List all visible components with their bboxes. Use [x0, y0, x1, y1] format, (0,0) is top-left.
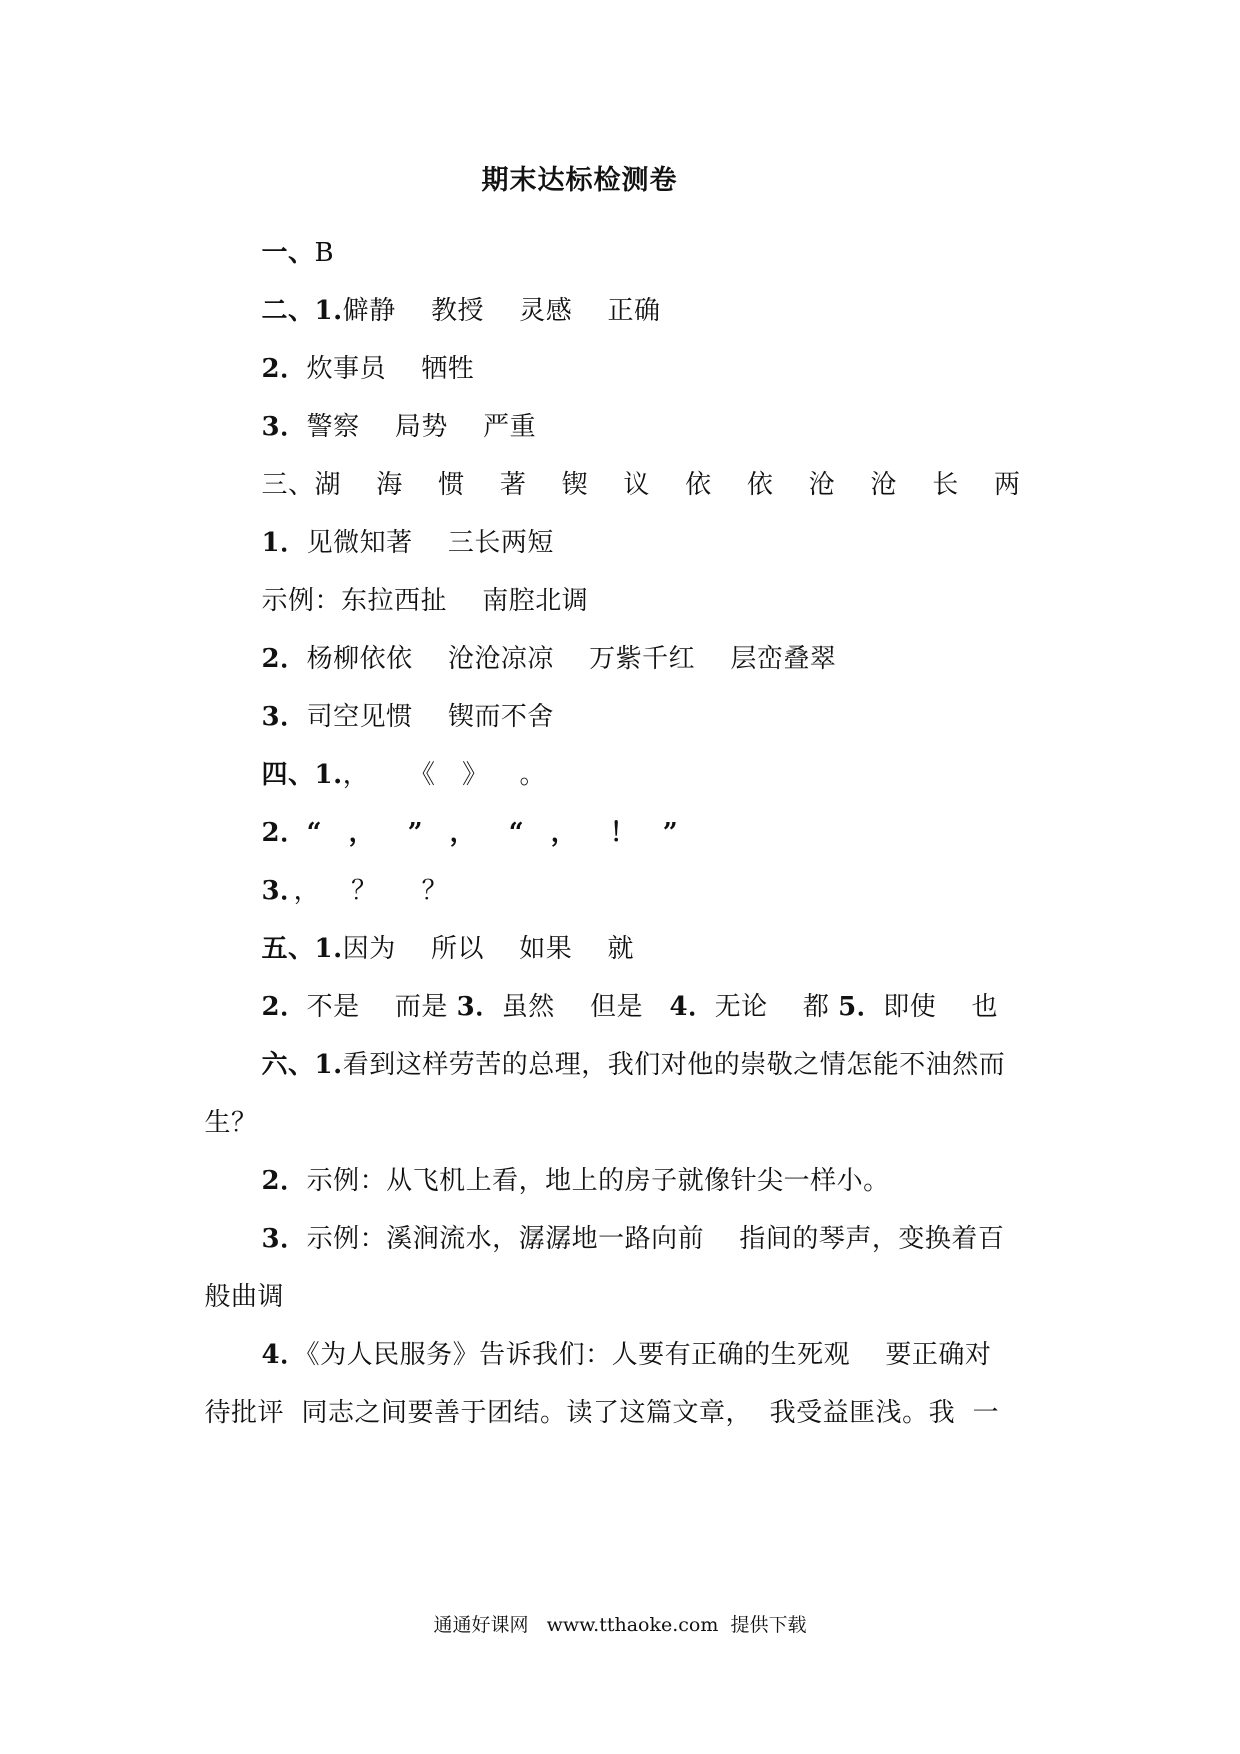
answer-line: 2．炊事员 牺牲	[261, 354, 475, 384]
answer-line: 五、1.因为 所以 如果 就	[261, 934, 634, 964]
answer-line: 2．示例：从飞机上看，地上的房子就像针尖一样小。	[261, 1166, 890, 1196]
answer-line: 1．见微知著 三长两短	[261, 528, 554, 558]
footer-source-note: 通通好课网 www.tthaoke.com 提供下载	[433, 1614, 807, 1636]
answer-line: 3．警察 局势 严重	[261, 412, 537, 442]
answer-line-continued: 般曲调	[204, 1282, 285, 1312]
answer-line-continued: 待批评 同志之间要善于团结。读了这篇文章， 我受益匪浅。我 一	[204, 1398, 1000, 1428]
answer-line: 3．示例：溪涧流水，潺潺地一路向前 指间的琴声，变换着百	[261, 1224, 1005, 1254]
answer-line: 3．， ？ ？	[261, 876, 449, 906]
answer-line: 3．司空见惯 锲而不舍	[261, 702, 554, 732]
answer-line: 2．杨柳依依 沧沧凉凉 万紫千红 层峦叠翠	[261, 644, 837, 674]
answer-line: 示例：东拉西扯 南腔北调	[261, 586, 589, 616]
answer-line: 四、1.， 《 》 。	[261, 760, 547, 790]
answer-line: 三、湖 海 惯 著 锲 议 依 依 沧 沧 长 两	[261, 470, 1021, 500]
answer-line: 一、B	[261, 238, 335, 268]
answer-line: 六、1.看到这样劳苦的总理，我们对他的崇敬之情怎能不油然而	[261, 1050, 1006, 1080]
answer-line: 2．“ ， ” ， “ ， ！ ”	[261, 818, 679, 848]
answer-line: 2．不是 而是 3．虽然 但是 4．无论 都 5．即使 也	[261, 992, 998, 1022]
answer-line: 4．《为人民服务》告诉我们：人要有正确的生死观 要正确对	[261, 1340, 992, 1370]
answer-line: 二、1.僻静 教授 灵感 正确	[261, 296, 661, 326]
answer-line-continued: 生？	[204, 1108, 258, 1138]
page-title: 期末达标检测卷	[481, 165, 678, 196]
